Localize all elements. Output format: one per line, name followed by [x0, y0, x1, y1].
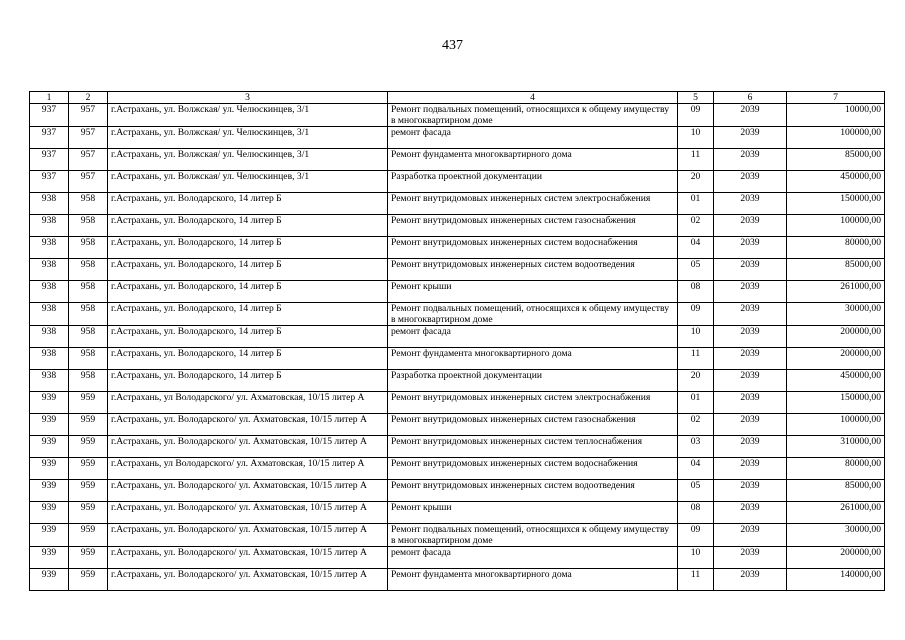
table-row [30, 569, 885, 591]
row-index-cell: 937 [30, 171, 69, 193]
work-type-cell: Ремонт внутридомовых инженерных систем электроснабжения [388, 193, 678, 215]
row-index-cell: 938 [30, 237, 69, 259]
year-cell: 2039 [714, 524, 787, 547]
work-type-cell: Ремонт внутридомовых инженерных систем газоснабжения [388, 414, 678, 436]
work-code-cell: 05 [678, 259, 714, 281]
address-cell: г.Астрахань, ул. Володарского, 14 литер Б [108, 237, 388, 259]
work-code-cell: 03 [678, 436, 714, 458]
repair-plan-table [29, 91, 885, 591]
house-number-cell: 958 [69, 193, 108, 215]
house-number-cell: 957 [69, 171, 108, 193]
row-index-cell: 939 [30, 480, 69, 502]
cost-cell: 200000,00 [787, 326, 885, 348]
work-code-cell: 09 [678, 524, 714, 547]
address-cell: г.Астрахань, ул. Володарского/ ул. Ахматовская, 10/15 литер А [108, 414, 388, 436]
year-cell: 2039 [714, 303, 787, 326]
cost-cell: 450000,00 [787, 370, 885, 392]
table-row [30, 281, 885, 303]
address-cell: г.Астрахань, ул. Волжская/ ул. Челюскинцев, 3/1 [108, 127, 388, 149]
work-type-cell: Ремонт фундамента многоквартирного дома [388, 348, 678, 370]
row-index-cell: 938 [30, 281, 69, 303]
cost-cell: 150000,00 [787, 193, 885, 215]
house-number-cell: 959 [69, 458, 108, 480]
table-row [30, 237, 885, 259]
cost-cell: 200000,00 [787, 348, 885, 370]
work-code-cell: 08 [678, 502, 714, 524]
house-number-cell: 959 [69, 547, 108, 569]
address-cell: г.Астрахань, ул. Володарского, 14 литер Б [108, 193, 388, 215]
house-number-cell: 958 [69, 281, 108, 303]
year-cell: 2039 [714, 259, 787, 281]
address-cell: г.Астрахань, ул Володарского/ ул. Ахматовская, 10/15 литер А [108, 458, 388, 480]
work-code-cell: 20 [678, 370, 714, 392]
table-row [30, 104, 885, 127]
work-code-cell: 04 [678, 458, 714, 480]
table-row [30, 348, 885, 370]
cost-cell: 80000,00 [787, 237, 885, 259]
year-cell: 2039 [714, 569, 787, 591]
row-index-cell: 939 [30, 502, 69, 524]
work-type-cell: Ремонт фундамента многоквартирного дома [388, 149, 678, 171]
work-code-cell: 01 [678, 392, 714, 414]
address-cell: г.Астрахань, ул. Володарского/ ул. Ахматовская, 10/15 литер А [108, 436, 388, 458]
year-cell: 2039 [714, 436, 787, 458]
cost-cell: 80000,00 [787, 458, 885, 480]
work-type-cell: Ремонт фундамента многоквартирного дома [388, 569, 678, 591]
work-type-cell: ремонт фасада [388, 127, 678, 149]
row-index-cell: 939 [30, 524, 69, 547]
work-type-cell: Ремонт внутридомовых инженерных систем теплоснабжения [388, 436, 678, 458]
column-number-row [30, 92, 885, 104]
table-row [30, 259, 885, 281]
row-index-cell: 937 [30, 104, 69, 127]
cost-cell: 310000,00 [787, 436, 885, 458]
work-code-cell: 05 [678, 480, 714, 502]
cost-cell: 100000,00 [787, 414, 885, 436]
table-row [30, 171, 885, 193]
cost-cell: 30000,00 [787, 303, 885, 326]
house-number-cell: 958 [69, 237, 108, 259]
work-type-cell: Ремонт внутридомовых инженерных систем водоотведения [388, 259, 678, 281]
work-type-cell: Разработка проектной документации [388, 370, 678, 392]
house-number-cell: 958 [69, 215, 108, 237]
row-index-cell: 938 [30, 215, 69, 237]
work-type-cell: Ремонт внутридомовых инженерных систем водоснабжения [388, 458, 678, 480]
work-code-cell: 01 [678, 193, 714, 215]
cost-cell: 261000,00 [787, 281, 885, 303]
row-index-cell: 939 [30, 569, 69, 591]
address-cell: г.Астрахань, ул. Волжская/ ул. Челюскинцев, 3/1 [108, 171, 388, 193]
work-code-cell: 11 [678, 149, 714, 171]
year-cell: 2039 [714, 480, 787, 502]
year-cell: 2039 [714, 149, 787, 171]
cost-cell: 85000,00 [787, 480, 885, 502]
address-cell: г.Астрахань, ул. Володарского/ ул. Ахматовская, 10/15 литер А [108, 547, 388, 569]
cost-cell: 100000,00 [787, 215, 885, 237]
work-code-cell: 08 [678, 281, 714, 303]
work-type-cell: Ремонт подвальных помещений, относящихся к общему имуществу в многоквартирном доме [388, 524, 678, 547]
table-row [30, 149, 885, 171]
cost-cell: 261000,00 [787, 502, 885, 524]
cost-cell: 30000,00 [787, 524, 885, 547]
cost-cell: 200000,00 [787, 547, 885, 569]
page-number: 437 [442, 38, 463, 53]
year-cell: 2039 [714, 104, 787, 127]
year-cell: 2039 [714, 370, 787, 392]
table-row [30, 370, 885, 392]
work-type-cell: Ремонт внутридомовых инженерных систем водоотведения [388, 480, 678, 502]
work-type-cell: Ремонт подвальных помещений, относящихся к общему имуществу в многоквартирном доме [388, 104, 678, 127]
address-cell: г.Астрахань, ул. Володарского, 14 литер Б [108, 348, 388, 370]
work-type-cell: ремонт фасада [388, 547, 678, 569]
row-index-cell: 938 [30, 326, 69, 348]
house-number-cell: 957 [69, 149, 108, 171]
table-row [30, 127, 885, 149]
row-index-cell: 938 [30, 303, 69, 326]
year-cell: 2039 [714, 502, 787, 524]
row-index-cell: 939 [30, 392, 69, 414]
house-number-cell: 959 [69, 502, 108, 524]
column-header: 6 [714, 92, 787, 104]
year-cell: 2039 [714, 348, 787, 370]
column-header: 7 [787, 92, 885, 104]
work-type-cell: ремонт фасада [388, 326, 678, 348]
column-header: 4 [388, 92, 678, 104]
table-row [30, 547, 885, 569]
house-number-cell: 959 [69, 480, 108, 502]
address-cell: г.Астрахань, ул. Волжская/ ул. Челюскинцев, 3/1 [108, 104, 388, 127]
house-number-cell: 957 [69, 104, 108, 127]
work-code-cell: 09 [678, 104, 714, 127]
row-index-cell: 939 [30, 436, 69, 458]
table-row [30, 524, 885, 547]
column-header: 1 [30, 92, 69, 104]
column-header: 5 [678, 92, 714, 104]
house-number-cell: 958 [69, 303, 108, 326]
year-cell: 2039 [714, 215, 787, 237]
address-cell: г.Астрахань, ул. Володарского, 14 литер Б [108, 281, 388, 303]
year-cell: 2039 [714, 237, 787, 259]
table-row [30, 303, 885, 326]
work-code-cell: 10 [678, 326, 714, 348]
house-number-cell: 958 [69, 326, 108, 348]
row-index-cell: 938 [30, 348, 69, 370]
column-header: 3 [108, 92, 388, 104]
table-body [30, 104, 885, 591]
work-code-cell: 20 [678, 171, 714, 193]
row-index-cell: 939 [30, 458, 69, 480]
address-cell: г.Астрахань, ул. Володарского, 14 литер Б [108, 370, 388, 392]
address-cell: г.Астрахань, ул. Володарского/ ул. Ахматовская, 10/15 литер А [108, 569, 388, 591]
work-code-cell: 10 [678, 127, 714, 149]
row-index-cell: 938 [30, 259, 69, 281]
house-number-cell: 959 [69, 524, 108, 547]
work-code-cell: 02 [678, 414, 714, 436]
row-index-cell: 937 [30, 127, 69, 149]
work-type-cell: Ремонт внутридомовых инженерных систем электроснабжения [388, 392, 678, 414]
address-cell: г.Астрахань, ул. Володарского/ ул. Ахматовская, 10/15 литер А [108, 524, 388, 547]
work-type-cell: Ремонт внутридомовых инженерных систем газоснабжения [388, 215, 678, 237]
table-row [30, 414, 885, 436]
year-cell: 2039 [714, 547, 787, 569]
address-cell: г.Астрахань, ул. Володарского, 14 литер Б [108, 259, 388, 281]
cost-cell: 85000,00 [787, 149, 885, 171]
work-type-cell: Ремонт внутридомовых инженерных систем водоснабжения [388, 237, 678, 259]
house-number-cell: 959 [69, 392, 108, 414]
address-cell: г.Астрахань, ул. Володарского/ ул. Ахматовская, 10/15 литер А [108, 502, 388, 524]
address-cell: г.Астрахань, ул. Володарского, 14 литер Б [108, 215, 388, 237]
year-cell: 2039 [714, 326, 787, 348]
address-cell: г.Астрахань, ул. Володарского/ ул. Ахматовская, 10/15 литер А [108, 480, 388, 502]
work-code-cell: 04 [678, 237, 714, 259]
table-row [30, 458, 885, 480]
address-cell: г.Астрахань, ул. Володарского, 14 литер Б [108, 303, 388, 326]
house-number-cell: 958 [69, 370, 108, 392]
house-number-cell: 959 [69, 414, 108, 436]
house-number-cell: 957 [69, 127, 108, 149]
work-code-cell: 09 [678, 303, 714, 326]
year-cell: 2039 [714, 127, 787, 149]
table-row [30, 326, 885, 348]
cost-cell: 150000,00 [787, 392, 885, 414]
work-code-cell: 02 [678, 215, 714, 237]
year-cell: 2039 [714, 193, 787, 215]
work-type-cell: Ремонт крыши [388, 502, 678, 524]
table-row [30, 215, 885, 237]
work-code-cell: 11 [678, 569, 714, 591]
work-type-cell: Ремонт подвальных помещений, относящихся к общему имуществу в многоквартирном доме [388, 303, 678, 326]
row-index-cell: 939 [30, 547, 69, 569]
house-number-cell: 958 [69, 259, 108, 281]
cost-cell: 140000,00 [787, 569, 885, 591]
house-number-cell: 958 [69, 348, 108, 370]
work-type-cell: Разработка проектной документации [388, 171, 678, 193]
cost-cell: 450000,00 [787, 171, 885, 193]
year-cell: 2039 [714, 392, 787, 414]
year-cell: 2039 [714, 458, 787, 480]
row-index-cell: 938 [30, 193, 69, 215]
row-index-cell: 937 [30, 149, 69, 171]
year-cell: 2039 [714, 414, 787, 436]
work-code-cell: 10 [678, 547, 714, 569]
row-index-cell: 938 [30, 370, 69, 392]
table-row [30, 480, 885, 502]
address-cell: г.Астрахань, ул Володарского/ ул. Ахматовская, 10/15 литер А [108, 392, 388, 414]
table-row [30, 436, 885, 458]
table-row [30, 392, 885, 414]
address-cell: г.Астрахань, ул. Володарского, 14 литер Б [108, 326, 388, 348]
cost-cell: 85000,00 [787, 259, 885, 281]
year-cell: 2039 [714, 171, 787, 193]
cost-cell: 100000,00 [787, 127, 885, 149]
row-index-cell: 939 [30, 414, 69, 436]
address-cell: г.Астрахань, ул. Волжская/ ул. Челюскинцев, 3/1 [108, 149, 388, 171]
cost-cell: 10000,00 [787, 104, 885, 127]
column-header: 2 [69, 92, 108, 104]
house-number-cell: 959 [69, 436, 108, 458]
work-code-cell: 11 [678, 348, 714, 370]
work-type-cell: Ремонт крыши [388, 281, 678, 303]
year-cell: 2039 [714, 281, 787, 303]
table-row [30, 193, 885, 215]
table-row [30, 502, 885, 524]
house-number-cell: 959 [69, 569, 108, 591]
